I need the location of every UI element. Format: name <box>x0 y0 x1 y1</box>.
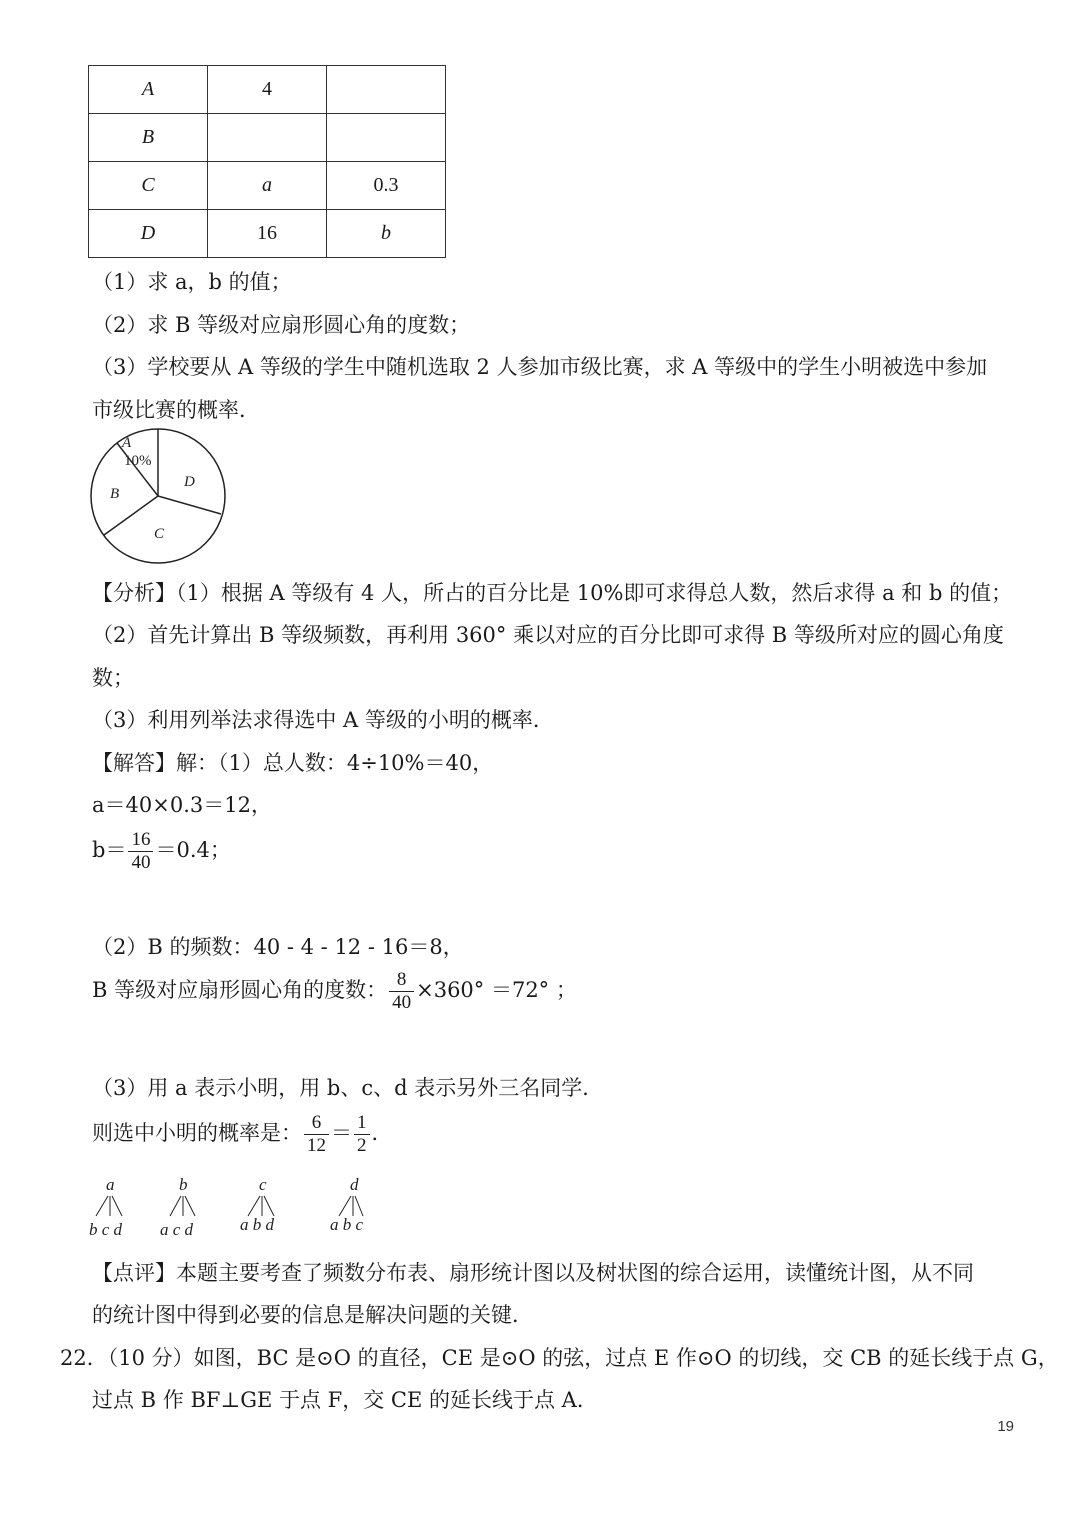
table-cell <box>327 66 446 114</box>
tree-branch <box>264 1196 274 1216</box>
solution-probability <box>92 1112 393 1157</box>
tree-leaves: b c d <box>89 1220 123 1239</box>
question-3-line-2: 市级比赛的概率． <box>92 398 260 422</box>
fraction <box>389 969 414 1014</box>
table-cell: a <box>208 162 327 210</box>
table-row <box>89 114 446 162</box>
solution-line-6: （3）用 a 表示小明，用 b、c、d 表示另外三名同学． <box>92 1076 604 1100</box>
solution-line-4: （2）B 的频数：40 - 4 - 12 - 16＝8， <box>92 935 464 959</box>
tree-branch <box>170 1196 181 1216</box>
tree-root: d <box>350 1175 359 1194</box>
table-row <box>89 162 446 210</box>
frequency-table <box>88 65 446 258</box>
tree-branch <box>96 1196 108 1216</box>
fraction-numerator: 8 <box>389 969 414 992</box>
equation-text: ＝ <box>331 1121 352 1145</box>
equation-text: ． <box>371 1121 393 1145</box>
tree-root: b <box>179 1175 188 1194</box>
table-cell: D <box>89 210 208 258</box>
problem-22-line-1: 22．（10 分）如图，BC 是⊙O 的直径，CE 是⊙O 的弦，过点 E 作⊙O 的切线，交 CB 的延长线于点 G， <box>60 1346 1059 1370</box>
analysis-line-4: （3）利用列举法求得选中 A 等级的小明的概率． <box>92 708 554 732</box>
table-cell: C <box>89 162 208 210</box>
fraction-numerator: 16 <box>128 829 153 852</box>
analysis-line-1: 【分析】（1）根据 A 等级有 4 人，所占的百分比是 10%即可求得总人数，然后求得 a 和 b 的值； <box>92 581 1013 605</box>
tree-branch <box>112 1196 122 1216</box>
fraction <box>354 1112 370 1157</box>
fraction-numerator: 6 <box>304 1112 329 1135</box>
table-cell: b <box>327 210 446 258</box>
pie-label-a: A <box>122 435 132 451</box>
fraction <box>128 829 153 874</box>
tree-branch <box>339 1196 351 1216</box>
pie-label-a-percent: 10% <box>124 453 152 469</box>
tree-group <box>330 1175 364 1234</box>
tree-leaves: a b c <box>330 1215 364 1234</box>
table-cell: 16 <box>208 210 327 258</box>
pie-label-c: C <box>154 526 165 542</box>
tree-group <box>160 1175 195 1239</box>
tree-leaves: a b d <box>240 1215 274 1234</box>
fraction-denominator: 40 <box>131 852 151 873</box>
tree-group <box>89 1175 123 1239</box>
tree-root: c <box>259 1175 267 1194</box>
tree-branch <box>185 1196 195 1216</box>
pie-sector-line <box>158 496 221 514</box>
table-cell <box>208 114 327 162</box>
table-cell: B <box>89 114 208 162</box>
pie-chart-figure <box>86 428 230 568</box>
question-2: （2）求 B 等级对应扇形圆心角的度数； <box>92 313 471 337</box>
pie-label-d: D <box>184 474 195 490</box>
fraction-denominator: 40 <box>392 992 412 1013</box>
solution-angle-equation <box>92 969 577 1014</box>
table-cell <box>327 114 446 162</box>
question-1: （1）求 a，b 的值； <box>92 270 292 294</box>
page-number: 19 <box>997 1418 1014 1435</box>
fraction-denominator: 12 <box>307 1135 326 1156</box>
fraction-denominator: 2 <box>357 1135 367 1156</box>
table-cell: 4 <box>208 66 327 114</box>
question-3-line-1: （3）学校要从 A 等级的学生中随机选取 2 人参加市级比赛，求 A 等级中的学生小明被选中参加 <box>92 355 988 379</box>
tree-branch <box>248 1196 260 1216</box>
table-row <box>89 210 446 258</box>
tree-diagram <box>86 1172 386 1242</box>
solution-line-2: a＝40×0.3＝12， <box>92 793 272 817</box>
equation-text: ×360° ＝72° ； <box>416 978 577 1002</box>
fraction-numerator: 1 <box>354 1112 370 1135</box>
table-cell: A <box>89 66 208 114</box>
problem-22-line-2: 过点 B 作 BF⊥GE 于点 F，交 CE 的延长线于点 A． <box>92 1388 598 1412</box>
tree-group <box>240 1175 275 1234</box>
tree-root: a <box>106 1175 115 1194</box>
analysis-line-2: （2）首先计算出 B 等级频数，再利用 360° 乘以对应的百分比即可求得 B 等级所对应的圆心角度 <box>92 623 1004 647</box>
equation-text: B 等级对应扇形圆心角的度数： <box>92 978 388 1002</box>
solution-line-1: 【解答】解：（1）总人数：4÷10%＝40， <box>92 751 494 775</box>
analysis-line-3: 数； <box>92 666 134 690</box>
solution-b-equation <box>92 829 231 874</box>
tree-leaves: a c d <box>160 1220 194 1239</box>
pie-label-b: B <box>110 486 120 502</box>
equation-text: b＝ <box>92 838 127 862</box>
equation-text: 则选中小明的概率是： <box>92 1121 302 1145</box>
table-cell: 0.3 <box>327 162 446 210</box>
tree-branch <box>355 1196 363 1216</box>
table-row <box>89 66 446 114</box>
fraction <box>304 1112 329 1157</box>
comment-line-1: 【点评】本题主要考查了频数分布表、扇形统计图以及树状图的综合运用，读懂统计图，从不同 <box>92 1261 974 1285</box>
equation-text: ＝0.4； <box>155 838 231 862</box>
comment-line-2: 的统计图中得到必要的信息是解决问题的关键． <box>92 1303 533 1327</box>
